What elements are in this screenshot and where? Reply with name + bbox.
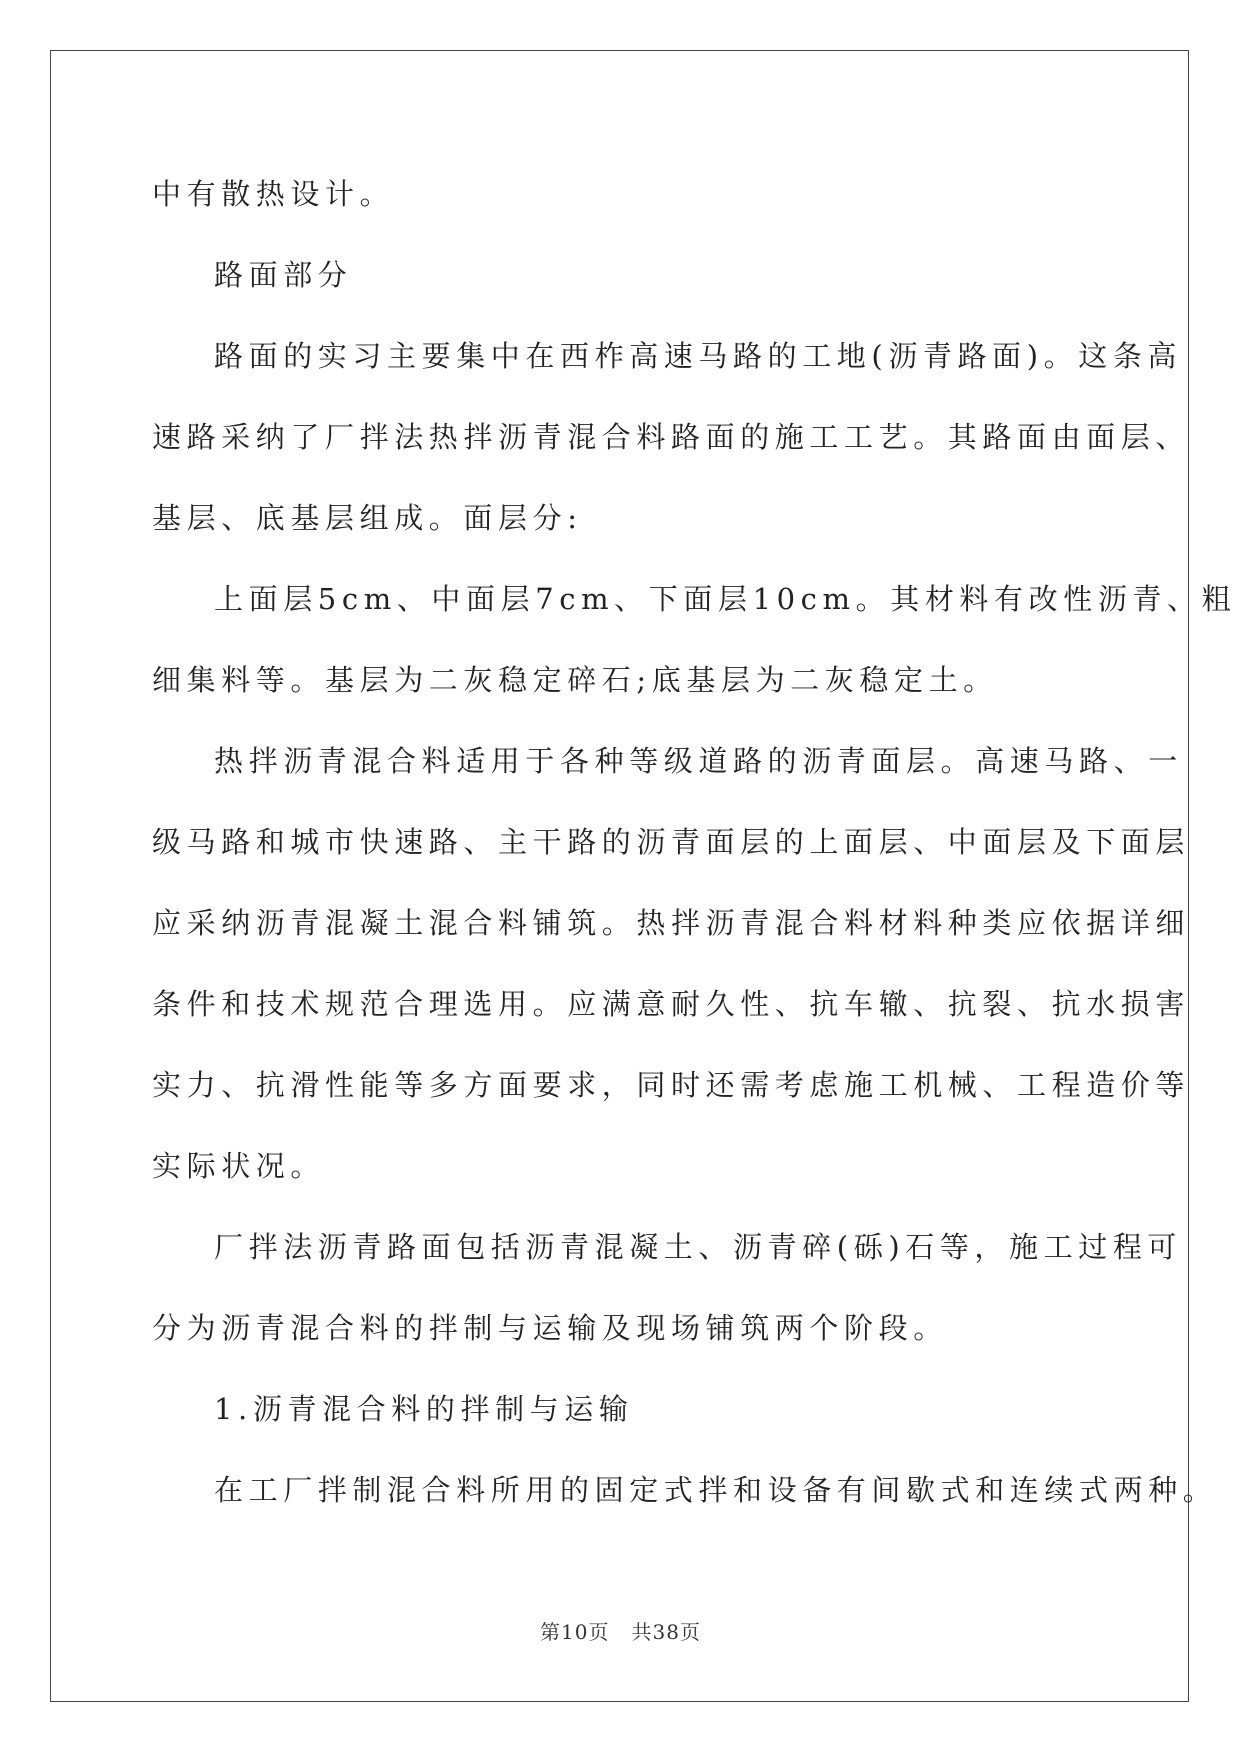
paragraph-line: 厂拌法沥青路面包括沥青混凝土、沥青碎(砾)石等，施工过程可 [214, 1230, 1183, 1264]
paragraph-line: 路面的实习主要集中在西柞高速马路的工地(沥青路面)。这条高 [214, 339, 1183, 373]
paragraph-line: 速路采纳了厂拌法热拌沥青混合料路面的施工工艺。其路面由面层、 [152, 420, 1191, 454]
paragraph-line: 实际状况。 [152, 1149, 326, 1183]
paragraph-line: 细集料等。基层为二灰稳定碎石;底基层为二灰稳定土。 [152, 663, 998, 697]
section-heading: 路面部分 [214, 258, 353, 292]
paragraph-line: 实力、抗滑性能等多方面要求，同时还需考虑施工机械、工程造价等 [152, 1068, 1191, 1102]
subsection-heading: 1.沥青混合料的拌制与运输 [214, 1392, 634, 1426]
paragraph-line: 上面层5cm、中面层7cm、下面层10cm。其材料有改性沥青、粗 [214, 582, 1237, 616]
document-body [152, 154, 1237, 1531]
page-total: 共38页 [631, 1620, 701, 1644]
page-number: 第10页 [540, 1620, 610, 1644]
paragraph-line: 分为沥青混合料的拌制与运输及现场铺筑两个阶段。 [152, 1311, 948, 1345]
paragraph-line: 条件和技术规范合理选用。应满意耐久性、抗车辙、抗裂、抗水损害 [152, 987, 1191, 1021]
page-footer [0, 1616, 1241, 1645]
paragraph-line: 在工厂拌制混合料所用的固定式拌和设备有间歇式和连续式两种。 [214, 1473, 1218, 1507]
paragraph-line: 级马路和城市快速路、主干路的沥青面层的上面层、中面层及下面层 [152, 825, 1191, 859]
paragraph-line: 应采纳沥青混凝土混合料铺筑。热拌沥青混合料材料种类应依据详细 [152, 906, 1191, 940]
paragraph-line: 热拌沥青混合料适用于各种等级道路的沥青面层。高速马路、一 [214, 744, 1183, 778]
paragraph-line: 基层、底基层组成。面层分: [152, 501, 583, 535]
paragraph-line: 中有散热设计。 [152, 177, 395, 211]
